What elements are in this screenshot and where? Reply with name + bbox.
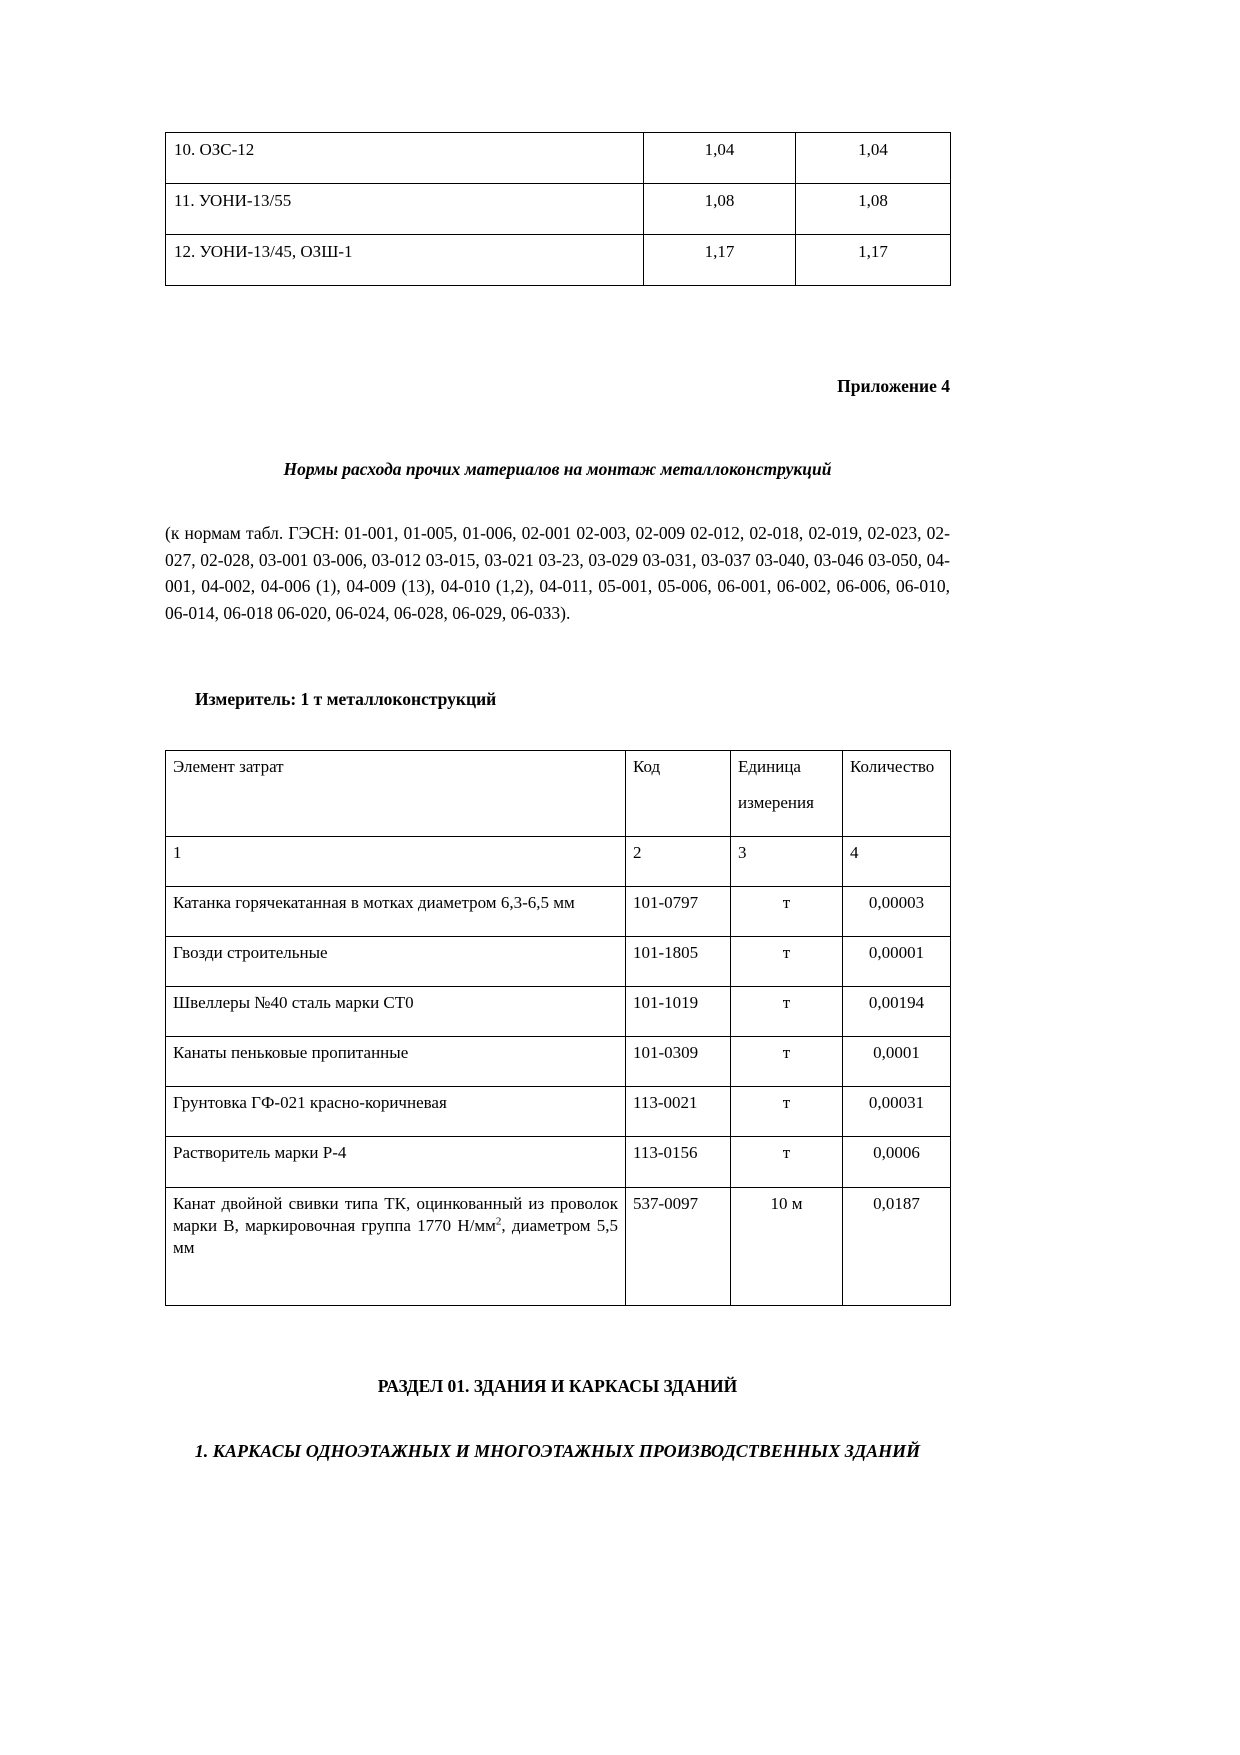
material-code-cell: 101-1805 bbox=[626, 937, 731, 987]
table-numbering-row bbox=[166, 836, 951, 886]
material-name-cell: Канаты пеньковые пропитанные bbox=[166, 1037, 626, 1087]
material-qty-cell: 0,0001 bbox=[843, 1037, 951, 1087]
material-unit-cell: т bbox=[731, 1037, 843, 1087]
page-title: Нормы расхода прочих материалов на монтаж металлоконструкций bbox=[283, 459, 832, 480]
material-name-cell bbox=[166, 1187, 626, 1305]
table-row bbox=[166, 184, 951, 235]
header-element: Элемент затрат bbox=[166, 750, 626, 836]
table-row bbox=[166, 1137, 951, 1187]
material-unit-cell: т bbox=[731, 1087, 843, 1137]
header-code: Код bbox=[626, 750, 731, 836]
material-unit-cell: т bbox=[731, 886, 843, 936]
electrode-name-cell: 11. УОНИ-13/55 bbox=[166, 184, 644, 235]
section-heading: РАЗДЕЛ 01. ЗДАНИЯ И КАРКАСЫ ЗДАНИЙ bbox=[377, 1375, 738, 1396]
material-qty-cell: 0,0187 bbox=[843, 1187, 951, 1305]
header-unit-line2: измерения bbox=[738, 792, 814, 812]
header-quantity: Количество bbox=[843, 750, 951, 836]
header-unit bbox=[731, 750, 843, 836]
table-header-row bbox=[166, 750, 951, 836]
material-name-cell: Гвозди строительные bbox=[166, 937, 626, 987]
material-code-cell: 113-0156 bbox=[626, 1137, 731, 1187]
electrode-value2-cell: 1,17 bbox=[796, 235, 951, 286]
table-row bbox=[166, 1187, 951, 1305]
electrode-value2-cell: 1,08 bbox=[796, 184, 951, 235]
electrode-value1-cell: 1,08 bbox=[644, 184, 796, 235]
table-row bbox=[166, 937, 951, 987]
header-unit-line1: Единица bbox=[738, 756, 801, 776]
electrode-value2-cell: 1,04 bbox=[796, 133, 951, 184]
material-name-cell: Растворитель марки Р-4 bbox=[166, 1137, 626, 1187]
measure-unit-label: Измеритель: 1 т металлоконструкций bbox=[195, 688, 497, 709]
appendix-label: Приложение 4 bbox=[837, 376, 950, 397]
material-qty-cell: 0,00001 bbox=[843, 937, 951, 987]
material-unit-cell: т bbox=[731, 1137, 843, 1187]
material-consumption-table bbox=[165, 750, 951, 1306]
table-row bbox=[166, 1037, 951, 1087]
material-qty-cell: 0,00031 bbox=[843, 1087, 951, 1137]
table-row bbox=[166, 886, 951, 936]
column-number-3: 3 bbox=[731, 836, 843, 886]
rope-desc-superscript: 2 bbox=[495, 1214, 502, 1227]
material-qty-cell: 0,00194 bbox=[843, 987, 951, 1037]
material-code-cell: 113-0021 bbox=[626, 1087, 731, 1137]
material-unit-cell: т bbox=[731, 987, 843, 1037]
table-row bbox=[166, 1087, 951, 1137]
material-qty-cell: 0,00003 bbox=[843, 886, 951, 936]
material-code-cell: 101-0797 bbox=[626, 886, 731, 936]
material-qty-cell: 0,0006 bbox=[843, 1137, 951, 1187]
material-name-cell: Швеллеры №40 сталь марки СТ0 bbox=[166, 987, 626, 1037]
material-unit-cell: т bbox=[731, 937, 843, 987]
electrode-name-cell: 12. УОНИ-13/45, ОЗШ-1 bbox=[166, 235, 644, 286]
rope-desc-part2: , диаметром 5,5 мм bbox=[173, 1215, 618, 1257]
column-number-4: 4 bbox=[843, 836, 951, 886]
material-code-cell: 101-0309 bbox=[626, 1037, 731, 1087]
column-number-2: 2 bbox=[626, 836, 731, 886]
material-name-cell: Катанка горячекатанная в мотках диаметром 6,3-6,5 мм bbox=[166, 886, 626, 936]
page-content bbox=[165, 0, 950, 1462]
electrode-value1-cell: 1,17 bbox=[644, 235, 796, 286]
material-code-cell: 101-1019 bbox=[626, 987, 731, 1037]
material-code-cell: 537-0097 bbox=[626, 1187, 731, 1305]
table-row bbox=[166, 235, 951, 286]
section-subheading: 1. КАРКАСЫ ОДНОЭТАЖНЫХ И МНОГОЭТАЖНЫХ ПРОИЗВОДСТВЕННЫХ ЗДАНИЙ bbox=[194, 1440, 921, 1461]
norms-reference-paragraph: (к нормам табл. ГЭСН: 01-001, 01-005, 01-006, 02-001 02-003, 02-009 02-012, 02-018, 02-019, 02-023, 02-027, 02-028, 03-001 03-006, 03-012 03-015, 03-021 03-23, 03-029 03-031, 03-037 03-040, 03-046 03-050, 04-001, 04-002, 04-006 (1), 04-009 (13), 04-010 (1,2), 04-011, 05-001, 05-006, 06-001, 06-002, 06-006, 06-010, 06-014, 06-018 06-020, 06-024, 06-028, 06-029, 06-033). bbox=[165, 523, 950, 624]
table-row bbox=[166, 133, 951, 184]
electrode-value1-cell: 1,04 bbox=[644, 133, 796, 184]
column-number-1: 1 bbox=[166, 836, 626, 886]
electrode-name-cell: 10. ОЗС-12 bbox=[166, 133, 644, 184]
electrode-coefficients-table bbox=[165, 132, 951, 286]
rope-desc-part1: Канат двойной свивки типа ТК, оцинкованный из проволок марки В, маркировочная группа 1770 Н/мм bbox=[173, 1193, 618, 1235]
material-unit-cell: 10 м bbox=[731, 1187, 843, 1305]
table-row bbox=[166, 987, 951, 1037]
material-name-cell: Грунтовка ГФ-021 красно-коричневая bbox=[166, 1087, 626, 1137]
